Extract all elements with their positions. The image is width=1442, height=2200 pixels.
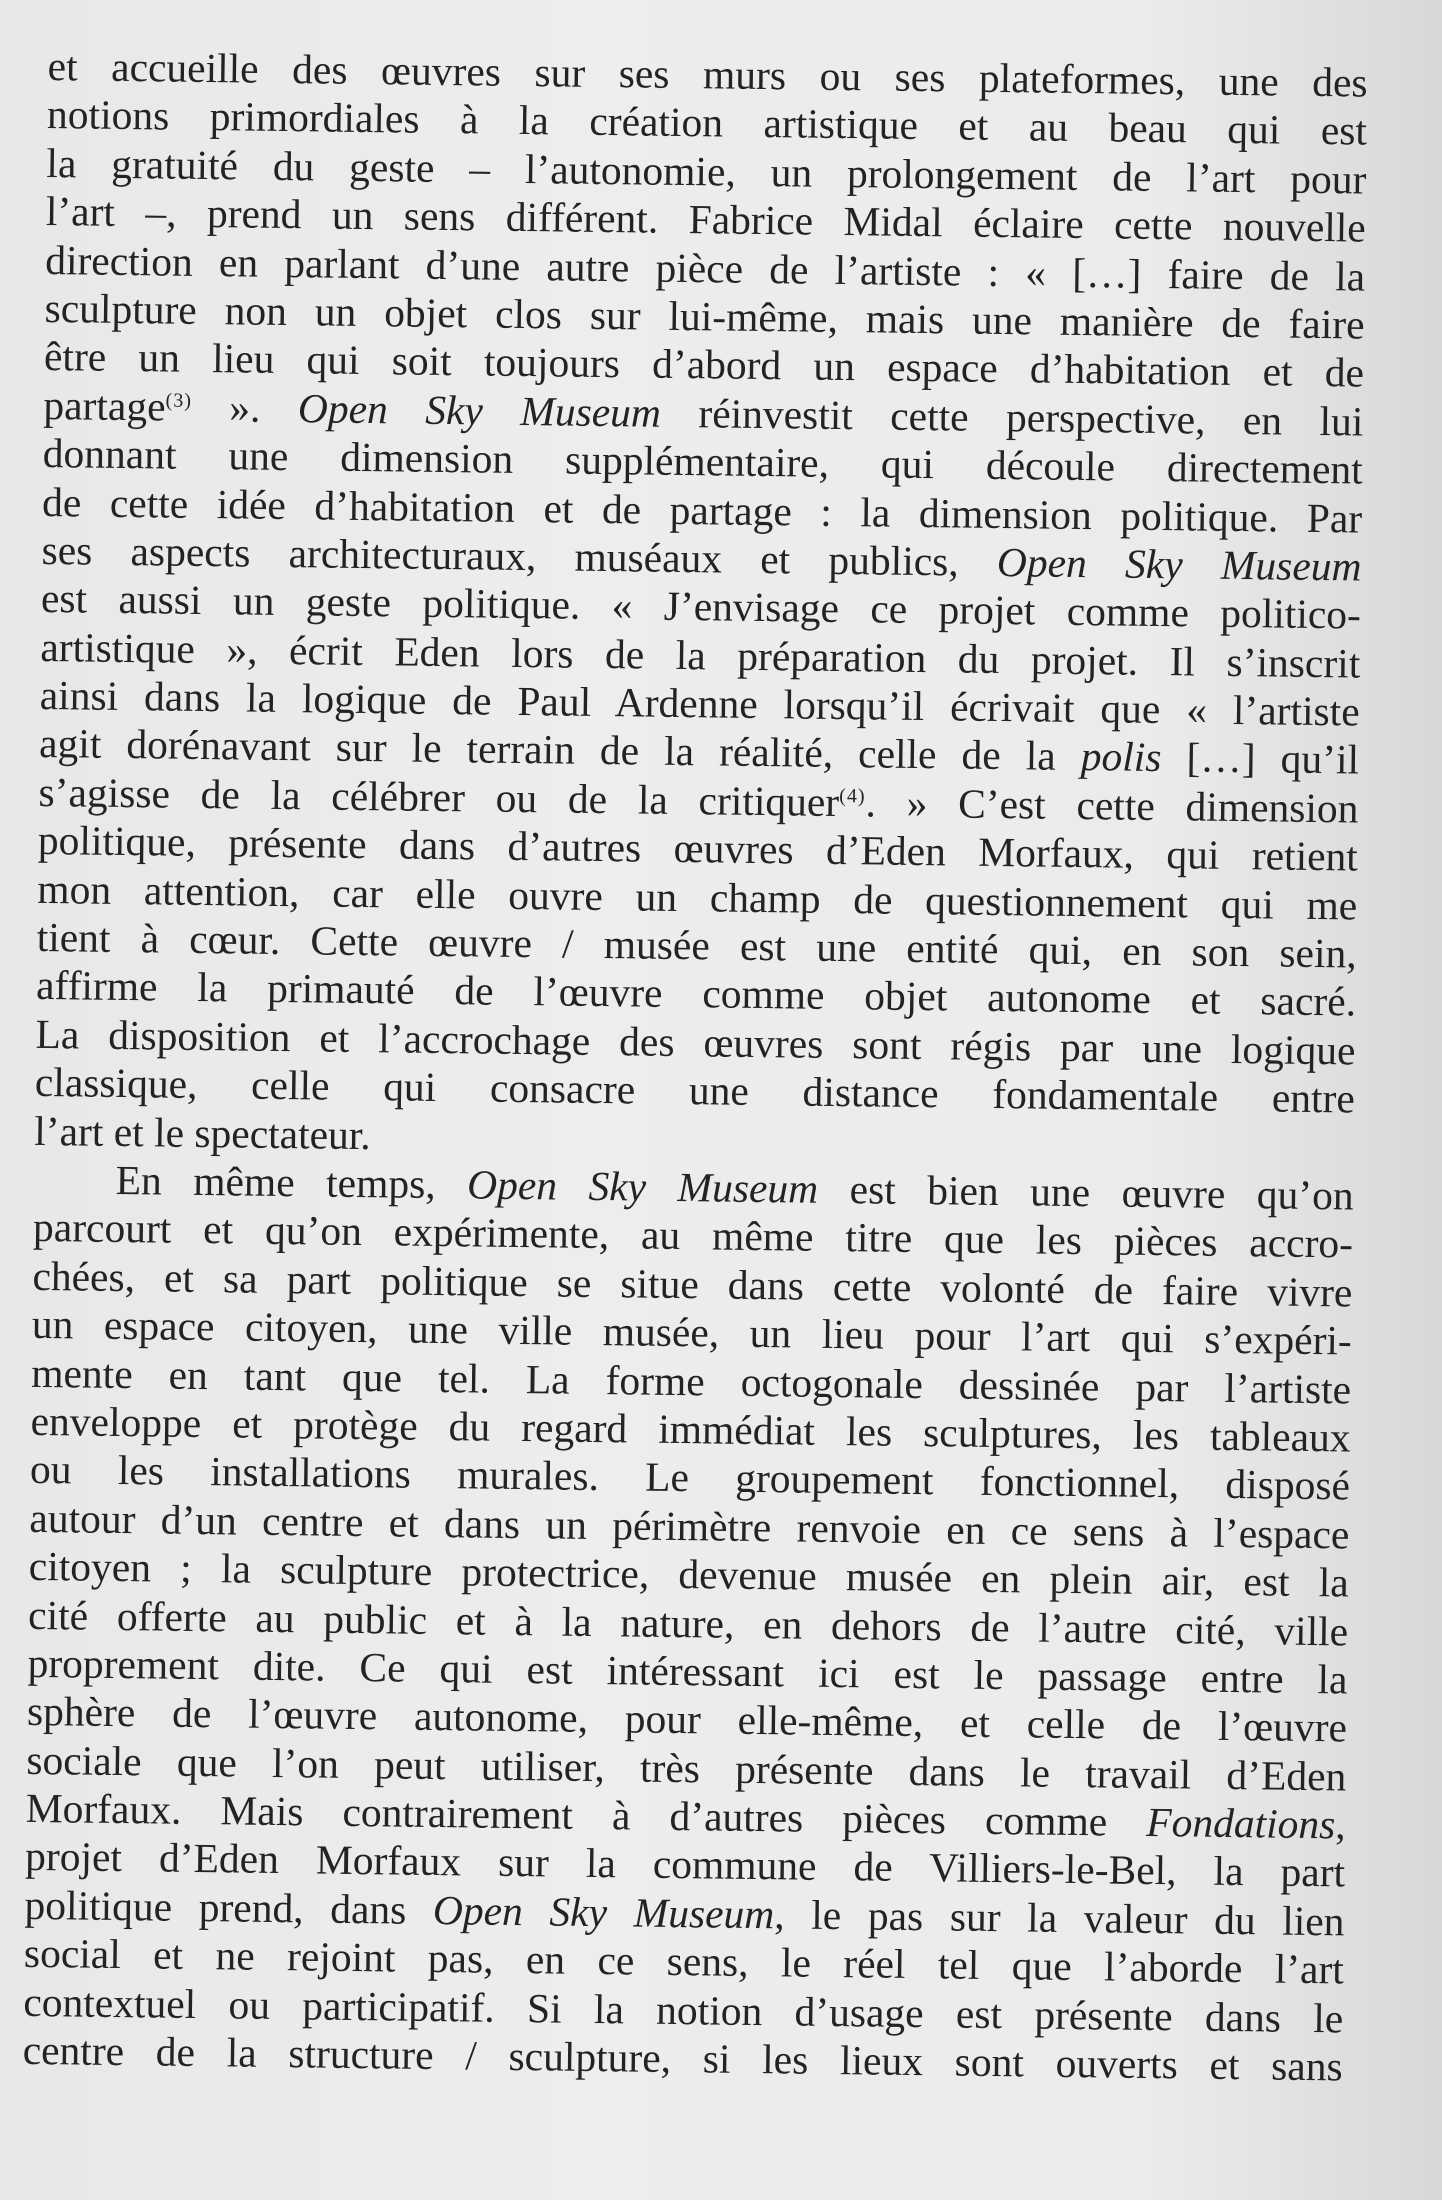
work-title: Fondations: [1145, 1799, 1336, 1848]
text-run: agit dorénavant sur le terrain de la réalité, celle de la: [38, 720, 1082, 780]
text-line: chées, et sa part politique se situe dans cette volonté de faire vivre: [32, 1252, 1353, 1316]
text-line: mente en tant que tel. La forme octogonale dessinée par l’artiste: [30, 1349, 1352, 1413]
text-line: l’art et le spectateur.: [34, 1107, 372, 1158]
text-line: de cette idée d’habitation et de partage : la dimension politique. Par: [41, 478, 1363, 542]
text-run: En même temps,: [115, 1156, 468, 1208]
text-line: la gratuité du geste – l’autonomie, un prolongement de l’art pour: [46, 139, 1367, 203]
text-line: contextuel ou participatif. Si la notion d’usage est présente dans le: [23, 1978, 1344, 2042]
text-line: La disposition et l’accrochage des œuvres sont régis par une logique: [35, 1010, 1356, 1074]
text-line: social et ne rejoint pas, en ce sens, le réel tel que l’aborde l’art: [23, 1930, 1345, 1993]
text-line: mon attention, car elle ouvre un champ de questionnement qui me: [37, 865, 1358, 929]
text-line: être un lieu qui soit toujours d’abord un espace d’habitation et de: [43, 333, 1365, 396]
text-line: tient à cœur. Cette œuvre / musée est une entité qui, en son sein,: [36, 913, 1357, 977]
text-run: s’agisse de la célébrer ou de la critiquer: [38, 768, 840, 825]
footnote-marker: (3): [165, 389, 193, 412]
text-line: autour d’un centre et dans un périmètre renvoie en ce sens à l’espace: [29, 1494, 1350, 1558]
paragraph-2: [22, 1155, 1353, 2091]
emphasis: polis: [1080, 733, 1162, 781]
text-line: proprement dite. Ce qui est intéressant ici est le passage entre la: [27, 1639, 1348, 1703]
text-line: projet d’Eden Morfaux sur la commune de Villiers-le-Bel, la part: [24, 1833, 1346, 1896]
text-line: cité offerte au public et à la nature, en dehors de l’autre cité, ville: [27, 1591, 1349, 1654]
text-line: classique, celle qui consacre une distance fondamentale entre: [34, 1059, 1356, 1122]
text-line: affirme la primauté de l’œuvre comme objet autonome et sacré.: [35, 962, 1357, 1025]
text-run: ,: [1335, 1801, 1346, 1848]
text-line: sociale que l’on peut utiliser, très présente dans le travail d’Eden: [26, 1736, 1347, 1800]
text-line: sculpture non un objet clos sur lui-même, mais une manière de faire: [44, 284, 1365, 348]
text-line: sphère de l’œuvre autonome, pour elle-même, et celle de l’œuvre: [26, 1688, 1348, 1751]
text-run: est bien une œuvre qu’on: [817, 1165, 1354, 1219]
text-run: réinvestit cette perspective, en lui: [660, 389, 1364, 445]
footnote-marker: (4): [839, 784, 866, 808]
text-run: Morfaux. Mais contrairement à d’autres pièces comme: [25, 1784, 1147, 1846]
text-line: artistique », écrit Eden lors de la préparation du projet. Il s’inscrit: [40, 623, 1361, 687]
text-line: ainsi dans la logique de Paul Ardenne lorsqu’il écrivait que « l’artiste: [39, 672, 1360, 735]
text-run: ses aspects architecturaux, muséaux et publics,: [41, 526, 998, 585]
text-line: enveloppe et protège du regard immédiat les sculptures, les tableaux: [30, 1397, 1351, 1461]
text-line: donnant une dimension supplémentaire, qui découle directement: [42, 430, 1364, 493]
work-title: Open Sky Museum: [432, 1886, 775, 1938]
body-text: [22, 42, 1367, 2091]
text-run: , le pas sur la valeur du lien: [774, 1891, 1345, 1945]
text-line: parcourt et qu’on expérimente, au même titre que les pièces accro-: [32, 1204, 1354, 1267]
text-line: un espace citoyen, une ville musée, un lieu pour l’art qui s’expéri-: [31, 1301, 1353, 1364]
text-line: politique, présente dans d’autres œuvres d’Eden Morfaux, qui retient: [37, 817, 1359, 880]
text-run: . » C’est cette dimension: [865, 779, 1359, 832]
text-line: citoyen ; la sculpture protectrice, devenue musée en plein air, est la: [28, 1542, 1350, 1606]
paragraph-1: [34, 42, 1368, 1171]
text-run: partage: [43, 381, 166, 430]
text-line: notions primordiales à la création artistique et au beau qui est: [46, 91, 1368, 154]
text-line: ou les installations murales. Le groupement fonctionnel, disposé: [29, 1446, 1351, 1509]
work-title: Open Sky Museum: [466, 1161, 819, 1212]
work-title: Open Sky Museum: [297, 384, 662, 436]
work-title: Open Sky Museum: [996, 538, 1362, 590]
text-line: centre de la structure / sculpture, si les lieux sont ouverts et sans: [22, 2026, 1343, 2090]
text-line: est aussi un geste politique. « J’envisage ce projet comme politico-: [40, 575, 1362, 638]
text-run: […] qu’il: [1161, 734, 1360, 783]
text-line: et accueille des œuvres sur ses murs ou ses plateformes, une des: [47, 42, 1368, 106]
text-line: direction en parlant d’une autre pièce de l’artiste : « […] faire de la: [44, 236, 1366, 300]
text-run: ».: [191, 383, 299, 431]
text-line: l’art –, prend un sens différent. Fabrice Midal éclaire cette nouvelle: [45, 188, 1367, 251]
text-run: politique prend, dans: [24, 1881, 434, 1933]
